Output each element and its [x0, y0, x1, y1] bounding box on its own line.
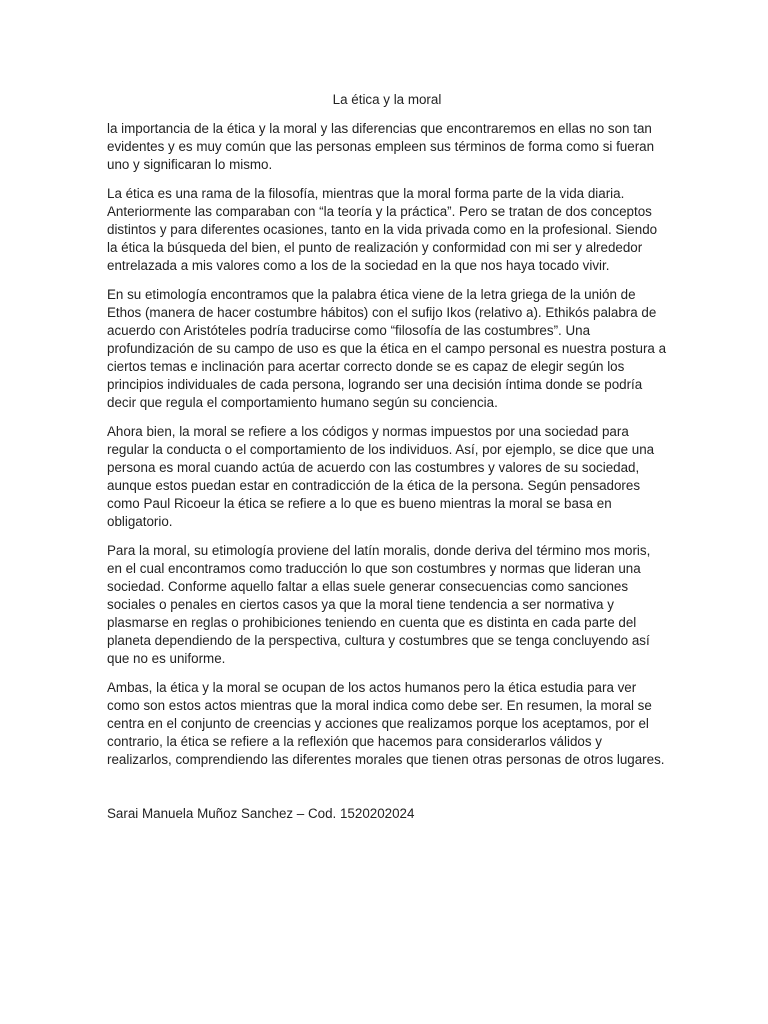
paragraph-ethics-etymology: En su etimología encontramos que la palabra ética viene de la letra griega de la unión de Ethos (manera de hacer costumbre hábitos) con el sufijo Ikos (relativo a). Ethikós palabra de acuerdo con Aristóteles podría traducirse como “filosofía de las costumbres”. Una profundización de su campo de uso es que la ética en el campo personal es nuestra postura a ciertos temas e inclinación para acertar correcto donde se es capaz de elegir según los principios individuales de cada persona, logrando ser una decisión íntima donde se podría decir que regula el comportamiento humano según su conciencia. [107, 287, 667, 410]
paragraph-introduction: la importancia de la ética y la moral y las diferencias que encontraremos en ellas no son tan evidentes y es muy común que las personas empleen sus términos de forma como si fueran uno y significaran lo mismo. [107, 121, 655, 172]
paragraph-morality-etymology: Para la moral, su etimología proviene del latín moralis, donde deriva del término mos moris, en el cual encontramos como traducción lo que son costumbres y normas que lideran una sociedad. Conforme aquello faltar a ellas suele generar consecuencias como sanciones sociales o penales en ciertos casos ya que la moral tiene tendencia a ser normativa y plasmarse en reglas o prohibiciones teniendo en cuenta que es distinta en cada parte del planeta dependiendo de la perspectiva, cultura y costumbres que se tenga concluyendo así que no es uniforme. [107, 543, 651, 666]
paragraph-morality-definition: Ahora bien, la moral se refiere a los códigos y normas impuestos por una sociedad para regular la conducta o el comportamiento de los individuos. Así, por ejemplo, se dice que una persona es moral cuando actúa de acuerdo con las costumbres y valores de su sociedad, aunque estos puedan estar en contradicción de la ética de la persona. Según pensadores como Paul Ricoeur la ética se refiere a lo que es bueno mientras la moral se basa en obligatorio. [107, 424, 655, 529]
author-signature: Sarai Manuela Muñoz Sanchez – Cod. 1520202024 [107, 806, 415, 821]
document-body [107, 91, 667, 823]
document-title: La ética y la moral [332, 92, 442, 107]
paragraph-conclusion: Ambas, la ética y la moral se ocupan de los actos humanos pero la ética estudia para ver como son estos actos mientras que la moral indica como debe ser. En resumen, la moral se centra en el conjunto de creencias y acciones que realizamos porque los aceptamos, por el contrario, la ética se refiere a la reflexión que hacemos para considerarlos válidos y realizarlos, comprendiendo las diferentes morales que tienen otras personas de otros lugares. [107, 680, 665, 767]
paragraph-ethics-definition: La ética es una rama de la filosofía, mientras que la moral forma parte de la vida diaria. Anteriormente las comparaban con “la teoría y la práctica”. Pero se tratan de dos conceptos distintos y para diferentes ocasiones, tanto en la vida privada como en la profesional. Siendo la ética la búsqueda del bien, el punto de realización y conformidad con mi ser y alrededor entrelazada a mis valores como a los de la sociedad en la que nos haya tocado vivir. [107, 186, 658, 273]
